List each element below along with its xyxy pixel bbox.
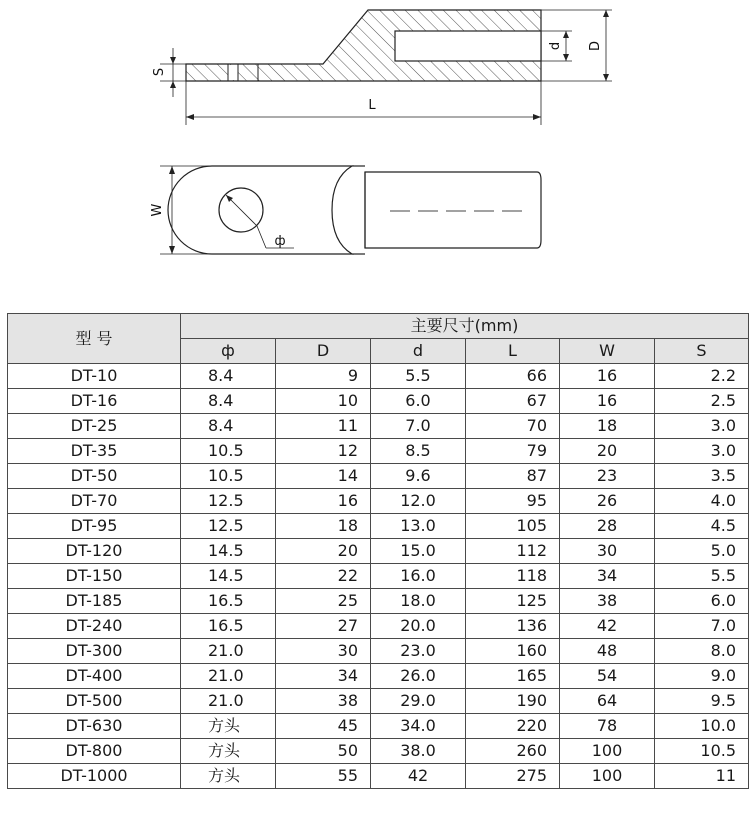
D-cell: 55: [276, 764, 371, 789]
table-row: [8, 539, 749, 564]
D-cell: 50: [276, 739, 371, 764]
W-cell: 16: [560, 364, 655, 389]
table-row: [8, 414, 749, 439]
S-cell: 3.0: [655, 439, 749, 464]
label-S: S: [152, 67, 167, 77]
table-row: [8, 464, 749, 489]
table-body: [8, 364, 749, 789]
label-phi: ф: [274, 234, 286, 249]
W-cell: 20: [560, 439, 655, 464]
L-cell: 95: [466, 489, 560, 514]
phi-cell: 方头: [181, 739, 276, 764]
phi-cell: 方头: [181, 714, 276, 739]
L-cell: 190: [466, 689, 560, 714]
S-cell: 10.0: [655, 714, 749, 739]
table-row: [8, 389, 749, 414]
model-cell: DT-630: [8, 714, 181, 739]
S-cell: 3.0: [655, 414, 749, 439]
d-cell: 12.0: [371, 489, 466, 514]
table-row: [8, 739, 749, 764]
D-cell: 14: [276, 464, 371, 489]
table-row: [8, 564, 749, 589]
W-cell: 18: [560, 414, 655, 439]
D-cell: 34: [276, 664, 371, 689]
phi-cell: 12.5: [181, 489, 276, 514]
label-D: D: [588, 40, 603, 52]
W-cell: 38: [560, 589, 655, 614]
model-cell: DT-10: [8, 364, 181, 389]
model-cell: DT-800: [8, 739, 181, 764]
d-cell: 23.0: [371, 639, 466, 664]
S-cell: 9.5: [655, 689, 749, 714]
d-cell: 7.0: [371, 414, 466, 439]
table-row: [8, 514, 749, 539]
d-cell: 34.0: [371, 714, 466, 739]
column-header-S: S: [655, 339, 749, 364]
D-cell: 45: [276, 714, 371, 739]
W-cell: 26: [560, 489, 655, 514]
table-row: [8, 489, 749, 514]
D-cell: 16: [276, 489, 371, 514]
phi-cell: 8.4: [181, 414, 276, 439]
phi-cell: 16.5: [181, 614, 276, 639]
model-cell: DT-400: [8, 664, 181, 689]
model-header: 型 号: [8, 314, 181, 364]
model-cell: DT-150: [8, 564, 181, 589]
W-cell: 64: [560, 689, 655, 714]
L-cell: 105: [466, 514, 560, 539]
S-cell: 5.5: [655, 564, 749, 589]
W-cell: 42: [560, 614, 655, 639]
S-cell: 4.5: [655, 514, 749, 539]
table-row: [8, 689, 749, 714]
D-cell: 27: [276, 614, 371, 639]
S-cell: 2.5: [655, 389, 749, 414]
W-cell: 100: [560, 739, 655, 764]
d-cell: 13.0: [371, 514, 466, 539]
d-cell: 18.0: [371, 589, 466, 614]
L-cell: 118: [466, 564, 560, 589]
W-cell: 78: [560, 714, 655, 739]
d-cell: 29.0: [371, 689, 466, 714]
phi-cell: 10.5: [181, 464, 276, 489]
D-cell: 22: [276, 564, 371, 589]
model-cell: DT-50: [8, 464, 181, 489]
d-cell: 42: [371, 764, 466, 789]
phi-cell: 8.4: [181, 364, 276, 389]
top-view: [150, 166, 541, 254]
S-cell: 8.0: [655, 639, 749, 664]
L-cell: 112: [466, 539, 560, 564]
D-cell: 30: [276, 639, 371, 664]
label-d: d: [548, 41, 563, 51]
d-cell: 20.0: [371, 614, 466, 639]
model-cell: DT-300: [8, 639, 181, 664]
W-cell: 28: [560, 514, 655, 539]
D-cell: 9: [276, 364, 371, 389]
L-cell: 165: [466, 664, 560, 689]
L-cell: 87: [466, 464, 560, 489]
d-cell: 38.0: [371, 739, 466, 764]
D-cell: 11: [276, 414, 371, 439]
S-cell: 11: [655, 764, 749, 789]
L-cell: 67: [466, 389, 560, 414]
table-row: [8, 614, 749, 639]
phi-cell: 14.5: [181, 539, 276, 564]
D-cell: 25: [276, 589, 371, 614]
W-cell: 30: [560, 539, 655, 564]
L-cell: 160: [466, 639, 560, 664]
label-W: W: [150, 203, 165, 217]
side-section-view: [152, 10, 612, 125]
table-row: [8, 364, 749, 389]
S-cell: 4.0: [655, 489, 749, 514]
model-cell: DT-70: [8, 489, 181, 514]
L-cell: 220: [466, 714, 560, 739]
table-header: [8, 314, 749, 364]
model-cell: DT-500: [8, 689, 181, 714]
table-row: [8, 714, 749, 739]
phi-cell: 12.5: [181, 514, 276, 539]
model-cell: DT-185: [8, 589, 181, 614]
W-cell: 23: [560, 464, 655, 489]
S-cell: 3.5: [655, 464, 749, 489]
L-cell: 125: [466, 589, 560, 614]
W-cell: 16: [560, 389, 655, 414]
model-cell: DT-95: [8, 514, 181, 539]
model-cell: DT-35: [8, 439, 181, 464]
W-cell: 54: [560, 664, 655, 689]
d-cell: 9.6: [371, 464, 466, 489]
model-cell: DT-120: [8, 539, 181, 564]
L-cell: 70: [466, 414, 560, 439]
column-header-L: L: [466, 339, 560, 364]
main-dimensions-header: 主要尺寸(mm): [181, 314, 749, 339]
phi-cell: 10.5: [181, 439, 276, 464]
d-cell: 26.0: [371, 664, 466, 689]
phi-cell: 21.0: [181, 664, 276, 689]
model-cell: DT-25: [8, 414, 181, 439]
D-cell: 10: [276, 389, 371, 414]
model-cell: DT-240: [8, 614, 181, 639]
L-cell: 79: [466, 439, 560, 464]
S-cell: 5.0: [655, 539, 749, 564]
model-cell: DT-16: [8, 389, 181, 414]
D-cell: 38: [276, 689, 371, 714]
table-row: [8, 639, 749, 664]
L-cell: 66: [466, 364, 560, 389]
S-cell: 2.2: [655, 364, 749, 389]
D-cell: 12: [276, 439, 371, 464]
S-cell: 7.0: [655, 614, 749, 639]
d-cell: 15.0: [371, 539, 466, 564]
phi-cell: 8.4: [181, 389, 276, 414]
table-row: [8, 764, 749, 789]
phi-cell: 方头: [181, 764, 276, 789]
S-cell: 9.0: [655, 664, 749, 689]
W-cell: 48: [560, 639, 655, 664]
d-cell: 5.5: [371, 364, 466, 389]
W-cell: 100: [560, 764, 655, 789]
phi-cell: 21.0: [181, 689, 276, 714]
phi-cell: 16.5: [181, 589, 276, 614]
table-row: [8, 589, 749, 614]
column-header-phi: ф: [181, 339, 276, 364]
label-L: L: [368, 98, 376, 113]
D-cell: 20: [276, 539, 371, 564]
d-cell: 8.5: [371, 439, 466, 464]
model-cell: DT-1000: [8, 764, 181, 789]
table-row: [8, 439, 749, 464]
L-cell: 136: [466, 614, 560, 639]
W-cell: 34: [560, 564, 655, 589]
d-cell: 6.0: [371, 389, 466, 414]
technical-drawing: [0, 0, 750, 300]
d-cell: 16.0: [371, 564, 466, 589]
column-header-W: W: [560, 339, 655, 364]
L-cell: 275: [466, 764, 560, 789]
phi-cell: 14.5: [181, 564, 276, 589]
table-row: [8, 664, 749, 689]
S-cell: 6.0: [655, 589, 749, 614]
column-header-D: D: [276, 339, 371, 364]
column-header-d: d: [371, 339, 466, 364]
dimension-table: [7, 313, 749, 789]
phi-cell: 21.0: [181, 639, 276, 664]
S-cell: 10.5: [655, 739, 749, 764]
L-cell: 260: [466, 739, 560, 764]
D-cell: 18: [276, 514, 371, 539]
